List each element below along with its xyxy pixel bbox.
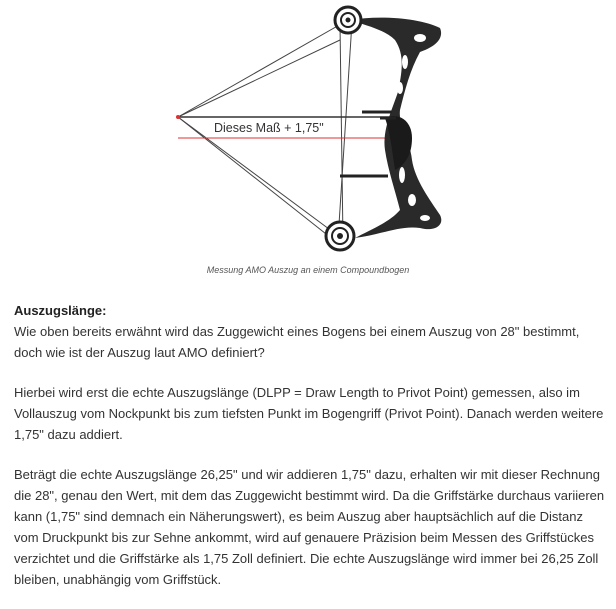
article-body — [14, 300, 610, 609]
paragraph-dlpp: Hierbei wird erst die echte Auszugslänge (DLPP = Draw Length to Privot Point) gemessen, also im Vollauszug vom Nockpunkt bis zum tiefsten Punkt im Bogengriff (Privot Point). Danach werden weitere 1,75" dazu addiert. — [14, 385, 604, 442]
section-heading: Auszugslänge: — [14, 303, 107, 318]
intro-paragraph: Wie oben bereits erwähnt wird das Zuggewicht eines Bogens bei einem Auszug von 28" bestimmt, doch wie ist der Auszug laut AMO definiert? — [14, 324, 580, 360]
figure-caption: Messung AMO Auszug an einem Compoundbogen — [206, 265, 410, 275]
compound-bow-figure — [0, 0, 616, 290]
bottom-cam — [326, 222, 354, 250]
top-cam — [335, 7, 361, 33]
dimension-label: Dieses Maß + 1,75" — [214, 121, 324, 135]
nock-point — [176, 115, 180, 119]
paragraph-calculation: Beträgt die echte Auszugslänge 26,25" und wir addieren 1,75" dazu, erhalten wir mit dieser Rechnung die 28", genau den Wert, mit dem das Zuggewicht bestimmt wird. Da die Griffstärke durchaus variieren kann (1,75" sind demnach ein Näherungswert), es beim Auszug aber hauptsächlich auf die Distanz vom Druckpunkt bis zur Sehne ankommt, wird auf genauere Präzision beim Messen des Griffstückes verzichtet und die Griffstärke als 1,75 Zoll definiert. Die echte Auszugslänge wird immer bei 26,25 Zoll bleiben, unabhängig vom Griffstück. — [14, 467, 605, 587]
